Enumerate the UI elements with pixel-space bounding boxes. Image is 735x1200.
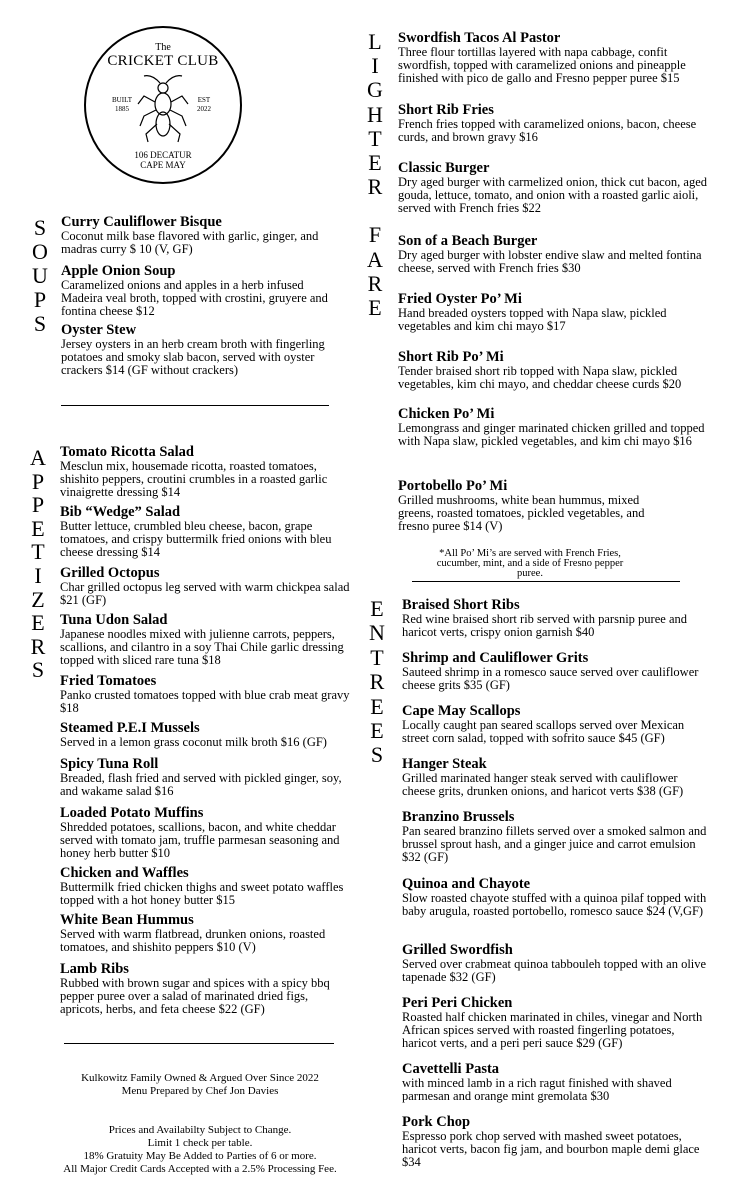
heading-letter: I [34,562,42,588]
heading-letter: S [33,215,47,240]
menu-item [398,102,708,144]
menu-item [60,805,350,860]
item-title: Bib “Wedge” Salad [60,504,181,520]
item-title: White Bean Hummus [60,912,194,928]
logo-built: BUILT [112,96,132,104]
item-title: Portobello Po’ Mi [398,478,508,494]
menu-item [402,1061,712,1103]
heading-letter: T [368,125,382,151]
item-description: Buttermilk fried chicken thighs and sweet potato waffles topped with a hot honey butter $15 [60,880,344,907]
heading-letter: T [370,644,384,670]
heading-letter: G [367,77,383,103]
item-description: Sauteed shrimp in a romesco sauce served over cauliflower cheese grits $35 (GF) [402,665,699,692]
heading-letter: H [367,101,383,127]
footer-prices: Prices and Availabilty Subject to Change. [108,1124,292,1136]
item-description: Slow roasted chayote stuffed with a quinoa pilaf topped with baby arugula, roasted portobello, romesco sauce $24 (V,GF) [402,891,707,918]
item-title: Tomato Ricotta Salad [60,444,194,460]
section-divider [61,405,329,406]
item-title: Curry Cauliflower Bisque [61,214,222,230]
menu-item [402,995,712,1050]
heading-letter: E [368,150,382,176]
heading-letter: E [31,515,45,541]
section-divider [412,581,680,582]
heading-letter: R [367,270,383,296]
item-description: with minced lamb in a rich ragut finished with shaved parmesan and orange mint gremolata $30 [402,1076,672,1103]
logo-address-1: 106 DECATUR [134,150,192,160]
item-title: Hanger Steak [402,756,487,772]
item-title: Short Rib Po’ Mi [398,349,504,365]
heading-letter: N [369,620,385,646]
item-description: Breaded, flash fried and served with pickled ginger, soy, and wakame salad $16 [60,771,342,798]
item-description: Caramelized onions and apples in a herb infused Madeira veal broth, topped with crostini, gruyere and fontina cheese $12 [61,278,328,318]
item-description: Served in a lemon grass coconut milk broth $16 (GF) [60,735,327,749]
item-description: Dry aged burger with lobster endive slaw and melted fontina cheese, served with French fries $30 [398,248,702,275]
cricket-icon [132,74,194,144]
item-title: Peri Peri Chicken [402,995,513,1011]
item-description: Red wine braised short rib served with parsnip puree and haricot verts, crispy onion garnish $40 [402,612,687,639]
logo-built-year: 1885 [115,105,129,113]
heading-letter: P [31,468,45,494]
logo-est: EST [197,96,211,104]
heading-letter: I [371,53,379,79]
item-description: Locally caught pan seared scallops served over Mexican street corn salad, topped with sofrito sauce $45 (GF) [402,718,685,745]
menu-item [61,322,346,377]
logo-the: The [155,42,171,53]
heading-letter: A [30,445,46,470]
appetizers-heading [27,446,49,682]
menu-item [60,444,350,499]
menu-item [60,961,350,1016]
heading-letter: S [370,742,384,768]
menu-item [60,756,350,798]
menu-item [402,876,712,918]
item-title: Cavettelli Pasta [402,1061,500,1077]
heading-letter: U [32,263,48,288]
menu-item [60,673,350,715]
item-title: Lamb Ribs [60,961,129,977]
menu-item [60,865,350,907]
menu-item [402,756,712,798]
item-description: Butter lettuce, crumbled bleu cheese, bacon, grape tomatoes, and crispy buttermilk fried onions with bleu cheese dressing $14 [60,519,332,559]
heading-letter: R [30,633,46,659]
footer-credit-cards: All Major Credit Cards Accepted with a 2.5% Processing Fee. [63,1163,337,1175]
item-title: Grilled Octopus [60,565,160,581]
po-mi-note: *All Po’ Mi’s are served with French Fries, cucumber, mint, and a side of Fresno pepper puree. [436,548,624,579]
menu-item [60,565,350,607]
menu-item [60,912,350,954]
heading-letter: P [31,492,45,518]
footer-chef: Menu Prepared by Chef Jon Davies [121,1085,279,1097]
lighter-fare-heading [364,30,386,320]
section-divider [64,1043,334,1044]
item-title: Pork Chop [402,1114,471,1130]
item-description: Panko crusted tomatoes topped with blue crab meat gravy $18 [60,688,350,715]
menu-item [402,597,712,639]
item-title: Classic Burger [398,160,490,176]
item-description: French fries topped with caramelized onions, bacon, cheese curds, and brown gravy $16 [398,117,697,144]
item-title: Chicken and Waffles [60,865,189,881]
logo-address-2: CAPE MAY [140,160,186,170]
item-title: Quinoa and Chayote [402,876,531,892]
item-title: Son of a Beach Burger [398,233,538,249]
item-title: Cape May Scallops [402,703,521,719]
item-description: Tender braised short rib topped with Napa slaw, pickled vegetables, kim chi mayo, and cheddar cheese curds $20 [398,364,682,391]
item-description: Served over crabmeat quinoa tabbouleh topped with an olive tapenade $32 (GF) [402,957,707,984]
heading-letter: E [370,718,384,744]
item-description: Mesclun mix, housemade ricotta, roasted tomatoes, shishito peppers, croutini crumbles in a roasted garlic vinaigrette dressing $14 [60,459,328,499]
item-description: Roasted half chicken marinated in chiles, vinegar and North African spices served with roasted fingerling potatoes, haricot verts, and a peri peri sauce $29 (GF) [402,1010,703,1050]
item-title: Swordfish Tacos Al Pastor [398,30,561,46]
item-title: Fried Tomatoes [60,673,157,689]
heading-letter: Z [31,586,45,612]
menu-item [402,809,712,864]
item-description: Espresso pork chop served with mashed sweet potatoes, haricot verts, bacon fig jam, and bourbon maple demi glace $34 [402,1129,700,1169]
item-title: Chicken Po’ Mi [398,406,495,422]
heading-letter: R [369,669,385,695]
menu-item [402,1114,712,1169]
menu-item [398,406,708,448]
entrees-heading [366,597,388,768]
item-description: Served with warm flatbread, drunken onions, roasted tomatoes, and shishito peppers $10 (V) [60,927,326,954]
logo-name: CRICKET CLUB [107,53,219,69]
item-title: Loaded Potato Muffins [60,805,204,821]
item-title: Grilled Swordfish [402,942,513,958]
menu-item [398,478,668,533]
item-description: Jersey oysters in an herb cream broth with fingerling potatoes and smoky slab bacon, served with oyster crackers $14 (GF without crackers) [61,337,325,377]
heading-letter: E [368,295,382,321]
item-description: Rubbed with brown sugar and spices with a spicy bbq pepper puree over a salad of marinated dried figs, apricots, herbs, and feta cheese $22 (GF) [60,976,330,1016]
item-description: Three flour tortillas layered with napa cabbage, confit swordfish, topped with caramelized onions and pineapple finished with pico de gallo and Fresno pepper puree $15 [398,45,686,85]
item-description: Lemongrass and ginger marinated chicken grilled and topped with Napa slaw, pickled vegetables, and kim chi mayo $16 [398,421,705,448]
cricket-club-logo [84,26,242,184]
item-title: Braised Short Ribs [402,597,520,613]
item-title: Steamed P.E.I Mussels [60,720,200,736]
item-description: Pan seared branzino fillets served over a smoked salmon and brussel sprout hash, and a ginger juice and carrot emulsion $32 (GF) [402,824,707,864]
footer-owned: Kulkowitz Family Owned & Argued Over Since 2022 [81,1072,319,1084]
item-description: Dry aged burger with carmelized onion, thick cut bacon, aged gouda, lettuce, tomato, and onion with a roasted garlic aioli, served with French fries $22 [398,175,708,215]
heading-letter: R [367,174,383,200]
item-title: Tuna Udon Salad [60,612,168,628]
heading-letter: T [31,539,45,565]
item-title: Spicy Tuna Roll [60,756,159,772]
footer-gratuity: 18% Gratuity May Be Added to Parties of 6 or more. [83,1150,317,1162]
menu-item [398,349,708,391]
menu-item [402,942,712,984]
menu-item [60,720,350,749]
menu-item [398,291,708,333]
menu-item [60,612,350,667]
item-description: Japanese noodles mixed with julienne carrots, peppers, scallions, and cilantro in a soy Thai Chile garlic dressing topped with sliced rare tuna $18 [60,627,344,667]
item-title: Oyster Stew [61,322,137,338]
item-title: Branzino Brussels [402,809,515,825]
heading-letter: E [31,610,45,636]
item-description: Grilled marinated hanger steak served with cauliflower cheese grits, drunken onions, and haricot verts $38 (GF) [402,771,684,798]
menu-item [61,263,346,318]
item-description: Coconut milk base flavored with garlic, ginger, and madras curry $ 10 (V, GF) [61,229,319,256]
heading-letter: O [32,239,48,264]
footer-limit: Limit 1 check per table. [147,1137,253,1149]
heading-letter: E [370,596,384,621]
heading-letter: E [370,693,384,719]
menu-item [398,160,708,215]
menu-item [402,650,712,692]
item-description: Hand breaded oysters topped with Napa slaw, pickled vegetables and kim chi mayo $17 [398,306,667,333]
item-title: Short Rib Fries [398,102,494,118]
item-description: Shredded potatoes, scallions, bacon, and white cheddar served with tomato jam, truffle parmesan seasoning and honey herb butter $10 [60,820,340,860]
heading-letter: P [33,287,47,312]
heading-letter: F [368,222,382,248]
heading-letter: S [31,657,45,683]
menu-item [398,30,708,85]
heading-letter: L [368,29,382,54]
item-description: Char grilled octopus leg served with warm chickpea salad $21 (GF) [60,580,350,607]
menu-item [402,703,712,745]
soups-heading [29,216,51,336]
heading-letter: S [33,311,47,336]
item-description: Grilled mushrooms, white bean hummus, mixed greens, roasted tomatoes, pickled vegetables, and fresno puree $14 (V) [398,493,645,533]
item-title: Shrimp and Cauliflower Grits [402,650,589,666]
menu-item [61,214,346,256]
heading-letter: A [367,246,383,272]
menu-item [60,504,350,559]
item-title: Apple Onion Soup [61,263,176,279]
logo-est-year: 2022 [197,105,211,113]
menu-item [398,233,708,275]
item-title: Fried Oyster Po’ Mi [398,291,522,307]
